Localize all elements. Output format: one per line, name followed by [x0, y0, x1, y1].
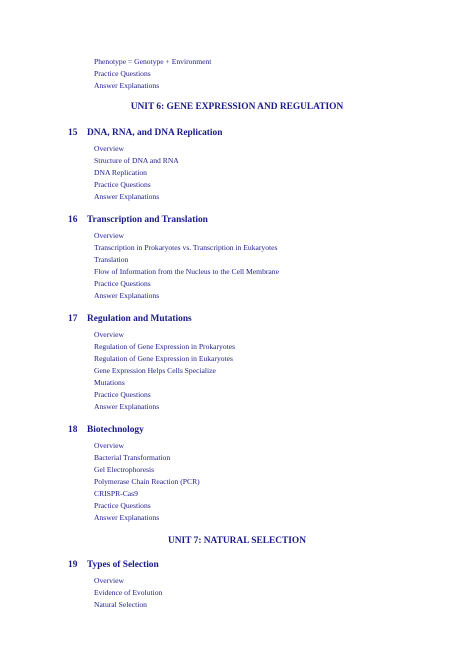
- chapter-heading[interactable]: [68, 127, 222, 139]
- toc-link[interactable]: Regulation of Gene Expression in Prokaryotes: [94, 342, 236, 351]
- chapter-heading[interactable]: [68, 424, 144, 436]
- chapter-number: 17: [68, 314, 78, 324]
- chapter-number: 19: [68, 560, 78, 570]
- toc-link[interactable]: Structure of DNA and RNA: [94, 156, 179, 165]
- toc-link[interactable]: CRISPR-Cas9: [94, 489, 138, 498]
- toc-link[interactable]: Polymerase Chain Reaction (PCR): [94, 477, 200, 486]
- chapter-number: 15: [68, 128, 78, 138]
- toc-link[interactable]: Practice Questions: [94, 180, 151, 189]
- chapter-heading[interactable]: [68, 559, 159, 571]
- toc-link[interactable]: Evidence of Evolution: [94, 588, 163, 597]
- toc-link[interactable]: Mutations: [94, 378, 125, 387]
- chapter-title: Regulation and Mutations: [87, 314, 192, 324]
- toc-link[interactable]: Overview: [94, 144, 124, 153]
- toc-link[interactable]: Practice Questions: [94, 69, 151, 78]
- chapter-title: Biotechnology: [87, 425, 144, 435]
- toc-link[interactable]: Answer Explanations: [94, 192, 160, 201]
- toc-link[interactable]: Natural Selection: [94, 600, 147, 609]
- toc-link[interactable]: Flow of Information from the Nucleus to the Cell Membrane: [94, 267, 279, 276]
- toc-link[interactable]: Transcription in Prokaryotes vs. Transcription in Eukaryotes: [94, 243, 278, 252]
- unit-heading[interactable]: UNIT 6: GENE EXPRESSION AND REGULATION: [130, 102, 344, 112]
- toc-link[interactable]: Practice Questions: [94, 501, 151, 510]
- chapter-title: Types of Selection: [87, 560, 159, 570]
- toc-link[interactable]: DNA Replication: [94, 168, 147, 177]
- toc-link[interactable]: Gene Expression Helps Cells Specialize: [94, 366, 216, 375]
- chapter-heading[interactable]: [68, 313, 192, 325]
- toc-link[interactable]: Translation: [94, 255, 129, 264]
- toc-link[interactable]: Regulation of Gene Expression in Eukaryotes: [94, 354, 233, 363]
- toc-link[interactable]: Phenotype = Genotype + Environment: [94, 57, 212, 66]
- toc-link[interactable]: Overview: [94, 441, 124, 450]
- toc-link[interactable]: Answer Explanations: [94, 402, 160, 411]
- unit-heading[interactable]: UNIT 7: NATURAL SELECTION: [168, 536, 306, 546]
- toc-link[interactable]: Answer Explanations: [94, 291, 160, 300]
- chapter-heading[interactable]: [68, 214, 208, 226]
- toc-link[interactable]: Answer Explanations: [94, 513, 160, 522]
- chapter-number: 16: [68, 215, 78, 225]
- toc-link[interactable]: Gel Electrophoresis: [94, 465, 155, 474]
- toc-link[interactable]: Overview: [94, 231, 124, 240]
- toc-link[interactable]: Overview: [94, 576, 124, 585]
- toc-link[interactable]: Answer Explanations: [94, 81, 160, 90]
- toc-link[interactable]: Practice Questions: [94, 279, 151, 288]
- toc-link[interactable]: Bacterial Transformation: [94, 453, 171, 462]
- chapter-title: DNA, RNA, and DNA Replication: [87, 128, 223, 138]
- chapter-title: Transcription and Translation: [87, 215, 208, 225]
- chapter-number: 18: [68, 425, 78, 435]
- toc-link[interactable]: Practice Questions: [94, 390, 151, 399]
- toc-link[interactable]: Overview: [94, 330, 124, 339]
